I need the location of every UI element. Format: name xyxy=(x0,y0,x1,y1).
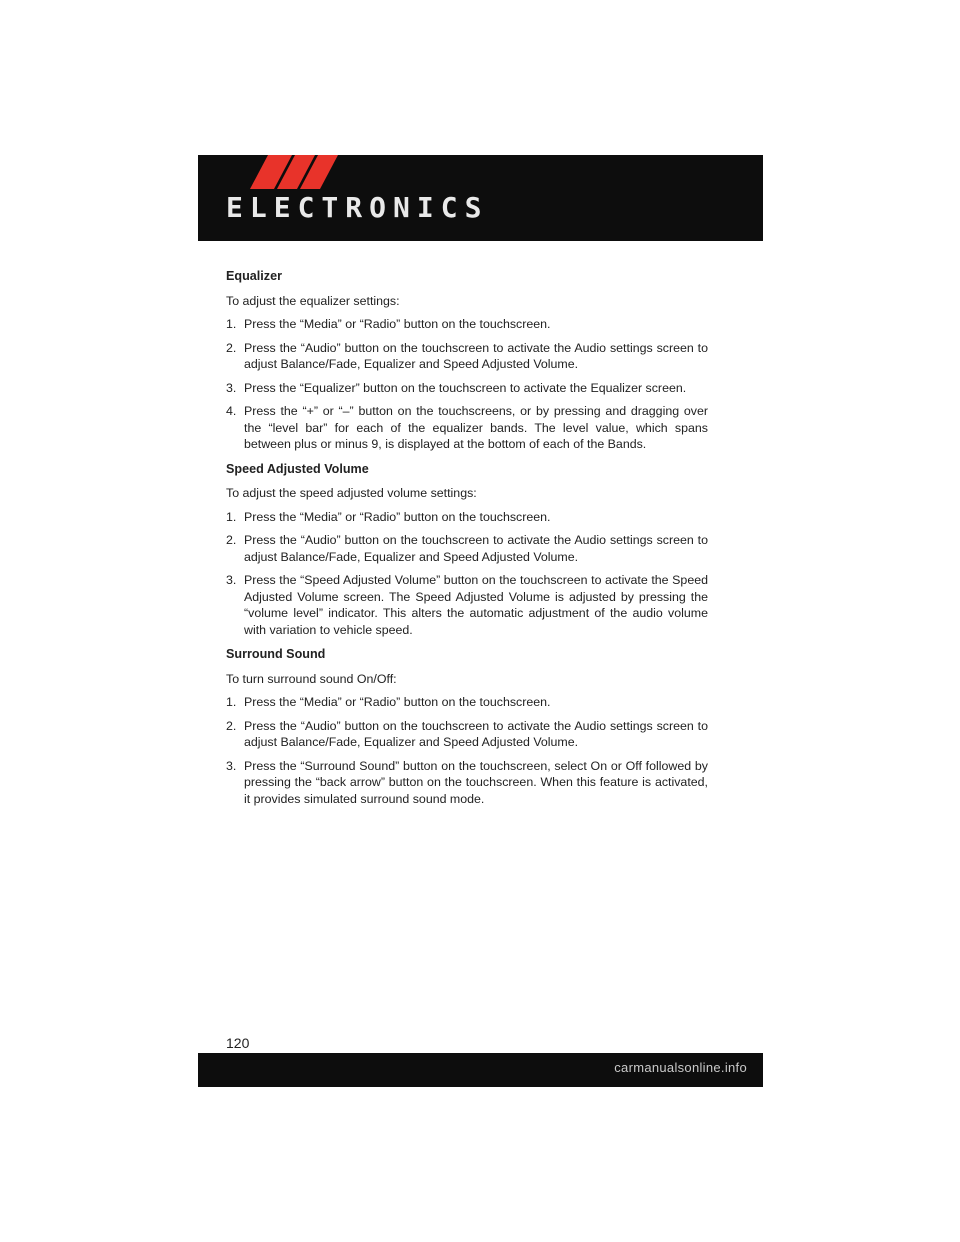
document-body xyxy=(226,268,708,815)
step-number: 1. xyxy=(226,695,237,709)
step-item xyxy=(226,316,708,333)
section-surround-sound xyxy=(226,646,708,807)
step-text: Press the “Equalizer” button on the touchscreen to activate the Equalizer screen. xyxy=(244,380,687,395)
step-item xyxy=(226,380,708,397)
step-text: Press the “Audio” button on the touchscreen to activate the Audio settings screen to adjust Balance/Fade, Equalizer and Speed Adjusted Volume. xyxy=(244,718,708,749)
step-item xyxy=(226,403,708,453)
step-text: Press the “Speed Adjusted Volume” button on the touchscreen to activate the Speed Adjusted Volume screen. The Speed Adjusted Volume is adjusted by pressing the “volume level” indicator. This alters the automatic adjustment of the audio volume with variation to vehicle speed. xyxy=(244,573,708,637)
section-heading: Speed Adjusted Volume xyxy=(226,461,369,476)
step-text: Press the “Media” or “Radio” button on the touchscreen. xyxy=(244,317,551,331)
step-item xyxy=(226,340,708,373)
step-number: 1. xyxy=(226,509,237,524)
section-title: ELECTRONICS xyxy=(226,191,489,224)
section-heading: Surround Sound xyxy=(226,647,326,661)
step-number: 1. xyxy=(226,317,237,331)
section-intro: To turn surround sound On/Off: xyxy=(226,671,397,686)
watermark-text: carmanualsonline.info xyxy=(614,1060,747,1075)
step-text: Press the “Surround Sound” button on the touchscreen, select On or Off followed by pressing the “back arrow” button on the touchscreen. When this feature is activated, it provides simulated surround sound mode. xyxy=(244,758,708,806)
step-text: Press the “Media” or “Radio” button on the touchscreen. xyxy=(244,509,551,524)
step-number: 3. xyxy=(226,573,237,587)
step-item xyxy=(226,532,708,565)
step-item xyxy=(226,758,708,808)
step-number: 2. xyxy=(226,340,237,355)
step-number: 3. xyxy=(226,380,237,395)
step-number: 2. xyxy=(226,718,237,733)
section-equalizer xyxy=(226,268,708,453)
page-footer xyxy=(198,1053,763,1087)
step-item xyxy=(226,572,708,638)
section-heading: Equalizer xyxy=(226,269,282,283)
step-text: Press the “Audio” button on the touchscreen to activate the Audio settings screen to adjust Balance/Fade, Equalizer and Speed Adjusted Volume. xyxy=(244,340,708,371)
section-intro: To adjust the speed adjusted volume settings: xyxy=(226,486,477,500)
step-item xyxy=(226,718,708,751)
step-item xyxy=(226,694,708,711)
section-speed-adjusted-volume xyxy=(226,461,708,639)
section-intro: To adjust the equalizer settings: xyxy=(226,293,400,308)
step-number: 4. xyxy=(226,404,237,418)
page-number: 120 xyxy=(226,1035,250,1051)
step-item xyxy=(226,509,708,526)
page-header xyxy=(198,155,763,241)
step-text: Press the “Media” or “Radio” button on the touchscreen. xyxy=(244,695,551,709)
step-text: Press the “Audio” button on the touchscreen to activate the Audio settings screen to adjust Balance/Fade, Equalizer and Speed Adjusted Volume. xyxy=(244,533,708,564)
step-text: Press the “+” or “–” button on the touchscreens, or by pressing and dragging over the “level bar” for each of the equalizer bands. The level value, which spans between plus or minus 9, is displayed at the bottom of each of the Bands. xyxy=(244,404,708,451)
red-stripes-logo xyxy=(198,155,358,195)
step-number: 2. xyxy=(226,533,237,547)
step-number: 3. xyxy=(226,758,237,773)
